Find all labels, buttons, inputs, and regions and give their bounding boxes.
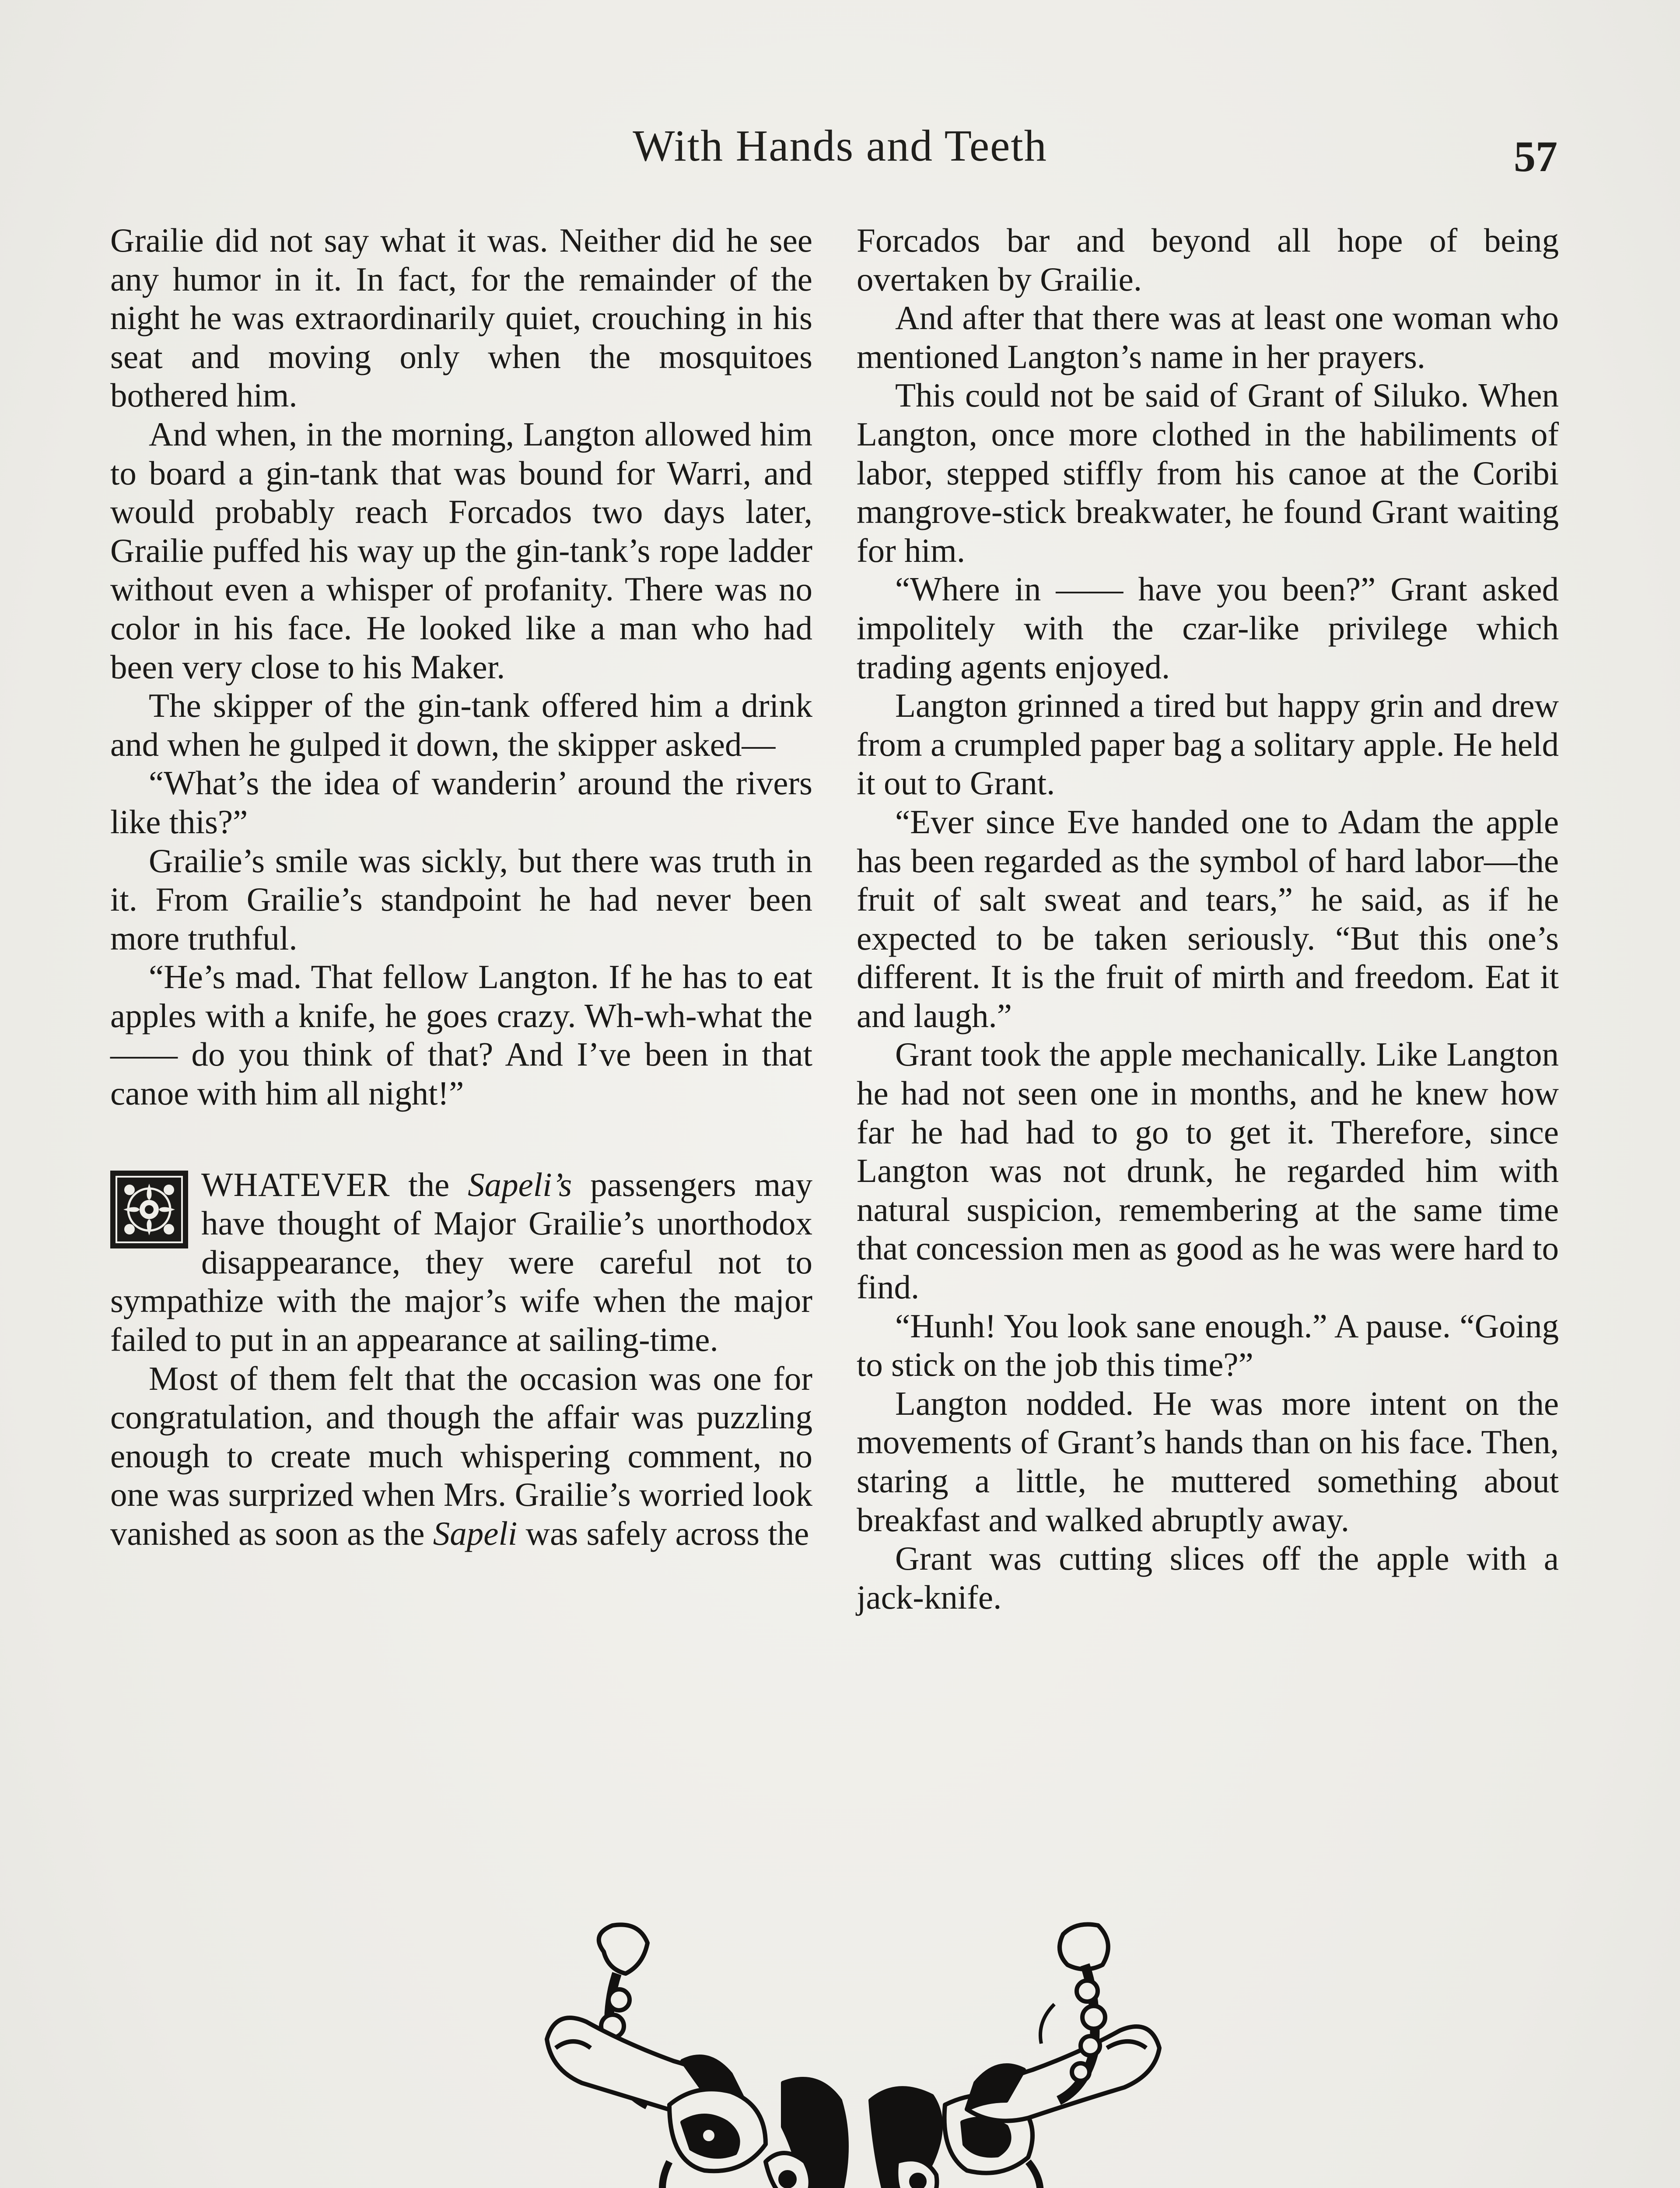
right-column bbox=[857, 221, 1559, 1616]
ornamental-initial-icon bbox=[110, 1171, 188, 1248]
paragraph: Grant took the apple mechanically. Like Langton he had not seen one in months, and he knew how far he had had to go to get it. Therefore, since Langton was not drunk, he regarded him with natural suspicion, remembering at the same time that concession men as good as he was were hard to find. bbox=[857, 1035, 1559, 1306]
section-lead-text: passengers may have thought of Major Grailie’s unorthodox disappearance, they were careful not to sympathize with the major’s wife when the major failed to put in an appearance at sailing-time. bbox=[110, 1165, 812, 1359]
paragraph: Langton nodded. He was more intent on the movements of Grant’s hands than on his face. Then, staring a little, he muttered something about breakfast and walked abruptly away. bbox=[857, 1384, 1559, 1539]
paragraph: “He’s mad. That fellow Langton. If he has to eat apples with a knife, he goes crazy. Wh-wh-what the —— do you think of that? And I’ve been in that canoe with him all night!” bbox=[110, 958, 812, 1112]
paragraph: “Where in —— have you been?” Grant asked impolitely with the czar-like privilege which trading agents enjoyed. bbox=[857, 570, 1559, 686]
section-opening-paragraph bbox=[110, 1165, 812, 1359]
section-lead-word: WHATEVER bbox=[201, 1165, 390, 1203]
paragraph: “What’s the idea of wanderin’ around the rivers like this?” bbox=[110, 764, 812, 841]
paragraph: Grailie did not say what it was. Neither did he see any humor in it. In fact, for the remainder of the night he was extraordinarily quiet, crouching in his seat and moving only when the mosquitoes bothered him. bbox=[110, 221, 812, 414]
paragraph: Forcados bar and beyond all hope of being overtaken by Grailie. bbox=[857, 221, 1559, 298]
paragraph: Grant was cutting slices off the apple with a jack-knife. bbox=[857, 1539, 1559, 1616]
paragraph: Grailie’s smile was sickly, but there was truth in it. From Grailie’s standpoint he had never been more truthful. bbox=[110, 842, 812, 957]
paragraph bbox=[110, 1359, 812, 1553]
paragraph: And when, in the morning, Langton allowed him to board a gin-tank that was bound for Warri, and would probably reach Forcados two days later, Grailie puffed his way up the gin-tank’s rope ladder without even a whisper of profanity. There was no color in his face. He looked like a man who had been very close to his Maker. bbox=[110, 415, 812, 686]
left-column bbox=[110, 221, 812, 1553]
paragraph: The skipper of the gin-tank offered him a drink and when he gulped it down, the skipper asked— bbox=[110, 687, 812, 763]
paragraph-text: Most of them felt that the occasion was one for congratulation, and though the affair was puzzling enough to create much whispering comment, no one was surprized when Mrs. Grailie’s worried look vanished as soon as the bbox=[110, 1359, 812, 1552]
section-lead-article: the bbox=[390, 1165, 468, 1203]
page-number: 57 bbox=[1514, 132, 1558, 181]
paragraph: Langton grinned a tired but happy grin and drew from a crumpled paper bag a solitary apple. He held it out to Grant. bbox=[857, 687, 1559, 802]
floral-tailpiece-icon bbox=[538, 1917, 1168, 2188]
running-title: With Hands and Teeth bbox=[633, 121, 1047, 171]
ship-name: Sapeli’s bbox=[468, 1165, 572, 1203]
paragraph: And after that there was at least one woman who mentioned Langton’s name in her prayers. bbox=[857, 299, 1559, 375]
paragraph: “Hunh! You look sane enough.” A pause. “Going to stick on the job this time?” bbox=[857, 1307, 1559, 1384]
paragraph: This could not be said of Grant of Siluko. When Langton, once more clothed in the habiliments of labor, stepped stiffly from his canoe at the Coribi mangrove-stick breakwater, he found Grant waiting for him. bbox=[857, 376, 1559, 569]
paragraph-text: was safely across the bbox=[517, 1515, 809, 1552]
ship-name: Sapeli bbox=[433, 1515, 518, 1552]
paragraph: “Ever since Eve handed one to Adam the apple has been regarded as the symbol of hard labor—the fruit of salt sweat and tears,” he said, as if he expected to be taken seriously. “But this one’s different. It is the fruit of mirth and freedom. Eat it and laugh.” bbox=[857, 803, 1559, 1034]
